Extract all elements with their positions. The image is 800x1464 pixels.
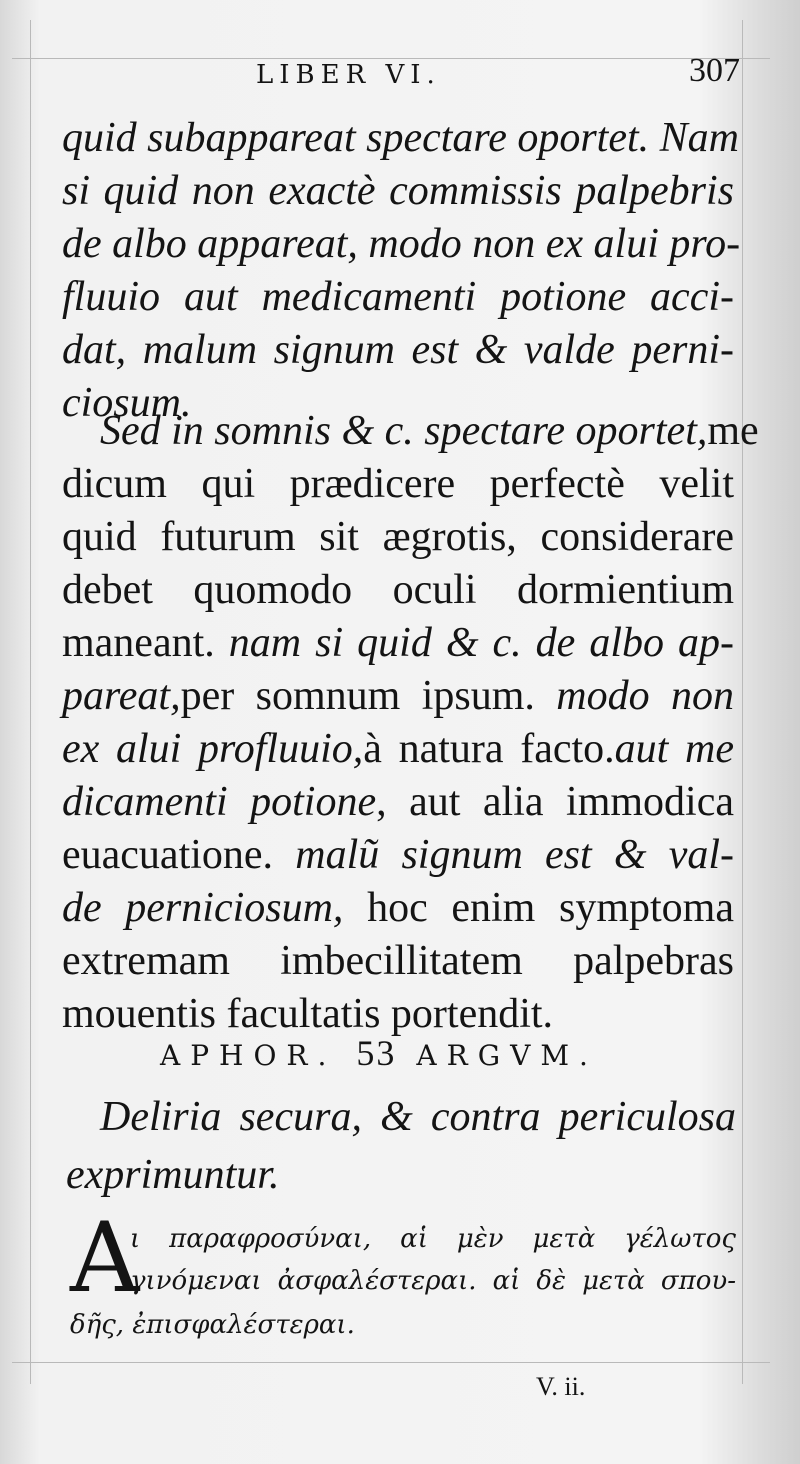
gloss-roman: per somnum ipsum. [180, 673, 557, 719]
left-rule [30, 20, 31, 1384]
text-line: de albo appareat, modo non ex alui pro- [62, 221, 741, 267]
gloss-roman: , aut alia immodica [376, 779, 734, 825]
lemma-italic: malũ signum est & val- [295, 832, 735, 878]
commentary-continuation [62, 112, 741, 430]
gloss-roman: à natura facto. [363, 726, 615, 772]
running-title: LIBER VI. [256, 60, 441, 90]
aphorism-heading [160, 1032, 598, 1074]
argument-text [66, 1088, 736, 1204]
text-line: dat, malum signum est & valde perni- [62, 327, 734, 373]
argument-label: ARGVM. [416, 1039, 598, 1072]
gloss-roman: quid futurum sit ægrotis, considerare [62, 514, 734, 560]
lemma-italic: modo non [556, 673, 734, 719]
text-line [62, 617, 734, 670]
text-line [62, 458, 734, 511]
signature-mark: V. ii. [536, 1372, 586, 1401]
text-line [62, 511, 734, 564]
running-head [60, 52, 740, 100]
text-line [62, 935, 734, 988]
lemma-italic: de perniciosum, [62, 885, 344, 931]
text-line: ciosum. [62, 380, 192, 426]
text-line: quid subappareat spectare oportet. Nam [62, 115, 740, 161]
text-line [62, 670, 734, 723]
text-line: si quid non exactè commissis palpebris [62, 168, 734, 214]
top-rule [12, 58, 770, 59]
gloss-roman: extremam imbecillitatem palpebras [62, 938, 734, 984]
text-line [62, 829, 734, 882]
gloss-roman: me [707, 408, 759, 454]
greek-line: δῆς, ἐπισφαλέστεραι. [70, 1310, 355, 1340]
text-line [62, 723, 734, 776]
gloss-roman: dicum qui prædicere perfectè velit [62, 461, 734, 507]
gloss-roman: maneant. [62, 620, 229, 666]
drop-capital: A [70, 1202, 140, 1314]
aphor-number: 53 [356, 1033, 397, 1073]
text-line [62, 405, 759, 458]
greek-line: γινόμεναι ἀσφαλέστεραι. αἱ δὲ μετὰ σπου- [130, 1266, 736, 1296]
text-line [62, 882, 734, 935]
page-number: 307 [689, 52, 740, 89]
lemma-italic: dicamenti potione [62, 779, 377, 825]
lemma-italic: nam si quid & c. de albo ap- [228, 620, 734, 666]
gloss-roman: euacuatione. [62, 832, 296, 878]
lemma-italic: pareat, [62, 673, 181, 719]
commentary-paragraph [62, 405, 759, 1041]
gloss-roman: debet quomodo oculi dormientium [62, 567, 734, 613]
text-line: fluuio aut medicamenti potione acci- [62, 274, 734, 320]
right-rule [742, 20, 743, 1384]
text-line: exprimuntur. [66, 1152, 280, 1198]
aphor-label: APHOR. [160, 1039, 337, 1072]
text-line [62, 564, 734, 617]
lemma-italic: Sed in somnis & c. spectare oportet, [100, 408, 708, 454]
lemma-italic: ex alui profluuio, [62, 726, 364, 772]
gloss-roman: hoc enim symptoma [343, 885, 734, 931]
greek-line: ι παραφροσύναι, αἱ μὲν μετὰ γέλωτος [130, 1224, 736, 1254]
text-line [62, 776, 734, 829]
text-line: Deliria secura, & contra periculosa [100, 1094, 736, 1140]
lemma-italic: aut me [614, 726, 734, 772]
bottom-rule [12, 1362, 770, 1363]
gloss-roman: mouentis facultatis portendit. [62, 991, 554, 1037]
